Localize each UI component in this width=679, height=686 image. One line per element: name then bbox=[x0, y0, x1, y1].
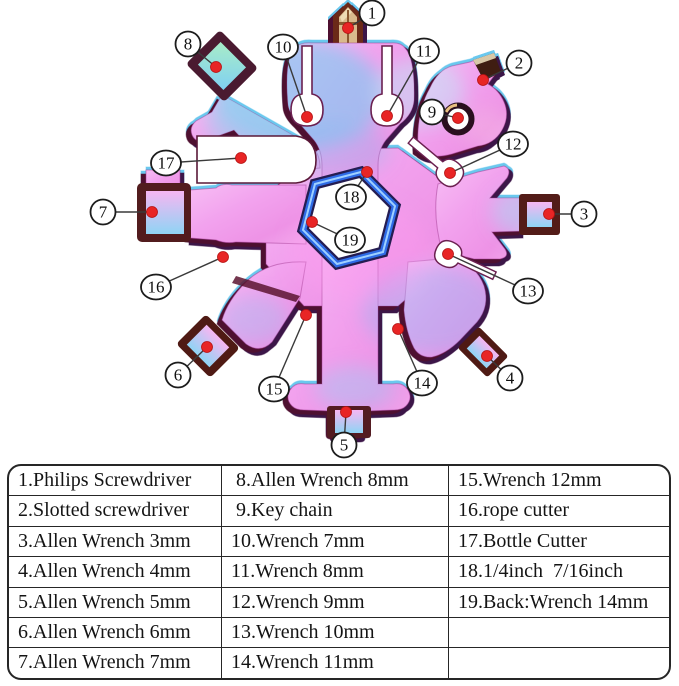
legend-cell: 3.Allen Wrench 3mm bbox=[9, 526, 221, 556]
callout-4 bbox=[498, 366, 523, 391]
callout-number-8: 8 bbox=[183, 34, 193, 54]
callout-dot-14 bbox=[393, 324, 404, 335]
legend-cell: 16.rope cutter bbox=[449, 495, 669, 525]
callout-number-10: 10 bbox=[274, 37, 292, 57]
callout-number-7: 7 bbox=[98, 202, 108, 222]
callout-dot-12 bbox=[445, 168, 456, 179]
callout-10 bbox=[268, 35, 298, 60]
callout-number-15: 15 bbox=[265, 379, 283, 399]
callout-number-3: 3 bbox=[579, 204, 589, 224]
legend-cell: 9.Key chain bbox=[222, 495, 448, 525]
callout-dot-11 bbox=[382, 111, 393, 122]
callout-number-4: 4 bbox=[505, 368, 515, 388]
callout-number-16: 16 bbox=[147, 277, 165, 297]
callout-6 bbox=[166, 363, 191, 388]
legend-cell: 5.Allen Wrench 5mm bbox=[9, 587, 221, 617]
callout-dot-1 bbox=[343, 23, 354, 34]
callout-dot-15 bbox=[301, 310, 312, 321]
callout-dot-16 bbox=[218, 252, 229, 263]
legend-cell: 4.Allen Wrench 4mm bbox=[9, 556, 221, 586]
callout-number-11: 11 bbox=[415, 41, 433, 61]
callout-dot-10 bbox=[302, 112, 313, 123]
legend-cell: 8.Allen Wrench 8mm bbox=[231, 469, 409, 491]
legend-cell: 13.Wrench 10mm bbox=[222, 617, 448, 647]
legend-cell: 11.Wrench 8mm bbox=[222, 556, 448, 586]
callout-dot-6 bbox=[202, 342, 213, 353]
legend-cell bbox=[449, 647, 669, 677]
callout-number-14: 14 bbox=[413, 373, 431, 393]
callout-number-12: 12 bbox=[504, 134, 522, 154]
legend-column-3 bbox=[448, 466, 669, 678]
legend-column-1 bbox=[9, 466, 221, 678]
callout-7 bbox=[91, 200, 116, 225]
callout-number-1: 1 bbox=[367, 3, 377, 23]
callout-dot-7 bbox=[147, 207, 158, 218]
callout-18 bbox=[336, 185, 366, 210]
callout-2 bbox=[507, 51, 532, 76]
legend-cell: 1.Philips Screwdriver bbox=[18, 469, 192, 491]
callout-dot-18 bbox=[362, 167, 373, 178]
callout-11 bbox=[409, 39, 439, 64]
legend-cell bbox=[449, 617, 669, 647]
callout-number-6: 6 bbox=[173, 365, 183, 385]
callout-19 bbox=[335, 228, 365, 253]
legend-cell: 15.Wrench 12mm bbox=[458, 469, 602, 491]
callout-number-9: 9 bbox=[427, 102, 437, 122]
callout-dot-3 bbox=[544, 209, 555, 220]
callout-17 bbox=[151, 151, 181, 176]
callout-1 bbox=[360, 1, 385, 26]
callout-dot-9 bbox=[453, 113, 464, 124]
legend-cell: 17.Bottle Cutter bbox=[449, 526, 669, 556]
callout-8 bbox=[176, 32, 201, 57]
legend-cell: 7.Allen Wrench 7mm bbox=[9, 647, 221, 677]
callout-14 bbox=[407, 371, 437, 396]
callout-dot-4 bbox=[482, 351, 493, 362]
callout-number-5: 5 bbox=[339, 435, 349, 455]
callout-dot-13 bbox=[443, 249, 454, 260]
callout-12 bbox=[498, 132, 528, 157]
callout-15 bbox=[259, 377, 289, 402]
legend-cell: 12.Wrench 9mm bbox=[222, 587, 448, 617]
legend-table bbox=[7, 464, 671, 680]
callout-number-17: 17 bbox=[157, 153, 175, 173]
callout-dot-17 bbox=[236, 153, 247, 164]
callout-13 bbox=[513, 279, 543, 304]
callout-number-18: 18 bbox=[342, 187, 360, 207]
callout-number-19: 19 bbox=[341, 230, 359, 250]
callout-5 bbox=[332, 433, 357, 458]
legend-cell: 10.Wrench 7mm bbox=[222, 526, 448, 556]
callout-number-2: 2 bbox=[514, 53, 524, 73]
callout-3 bbox=[572, 202, 597, 227]
legend-cell: 6.Allen Wrench 6mm bbox=[9, 617, 221, 647]
callout-dot-8 bbox=[211, 62, 222, 73]
callout-dot-19 bbox=[307, 217, 318, 228]
tool-arm-west bbox=[190, 184, 306, 244]
callout-dot-2 bbox=[478, 75, 489, 86]
callout-16 bbox=[141, 275, 171, 300]
legend-cell: 18.1/4inch 7/16inch bbox=[449, 556, 669, 586]
callout-number-13: 13 bbox=[519, 281, 537, 301]
legend-column-2 bbox=[221, 466, 448, 678]
callout-dot-5 bbox=[341, 407, 352, 418]
legend-cell: 19.Back:Wrench 14mm bbox=[449, 587, 669, 617]
legend-cell: 14.Wrench 11mm bbox=[222, 647, 448, 677]
legend-cell: 2.Slotted screwdriver bbox=[9, 495, 221, 525]
callout-9 bbox=[420, 100, 445, 125]
